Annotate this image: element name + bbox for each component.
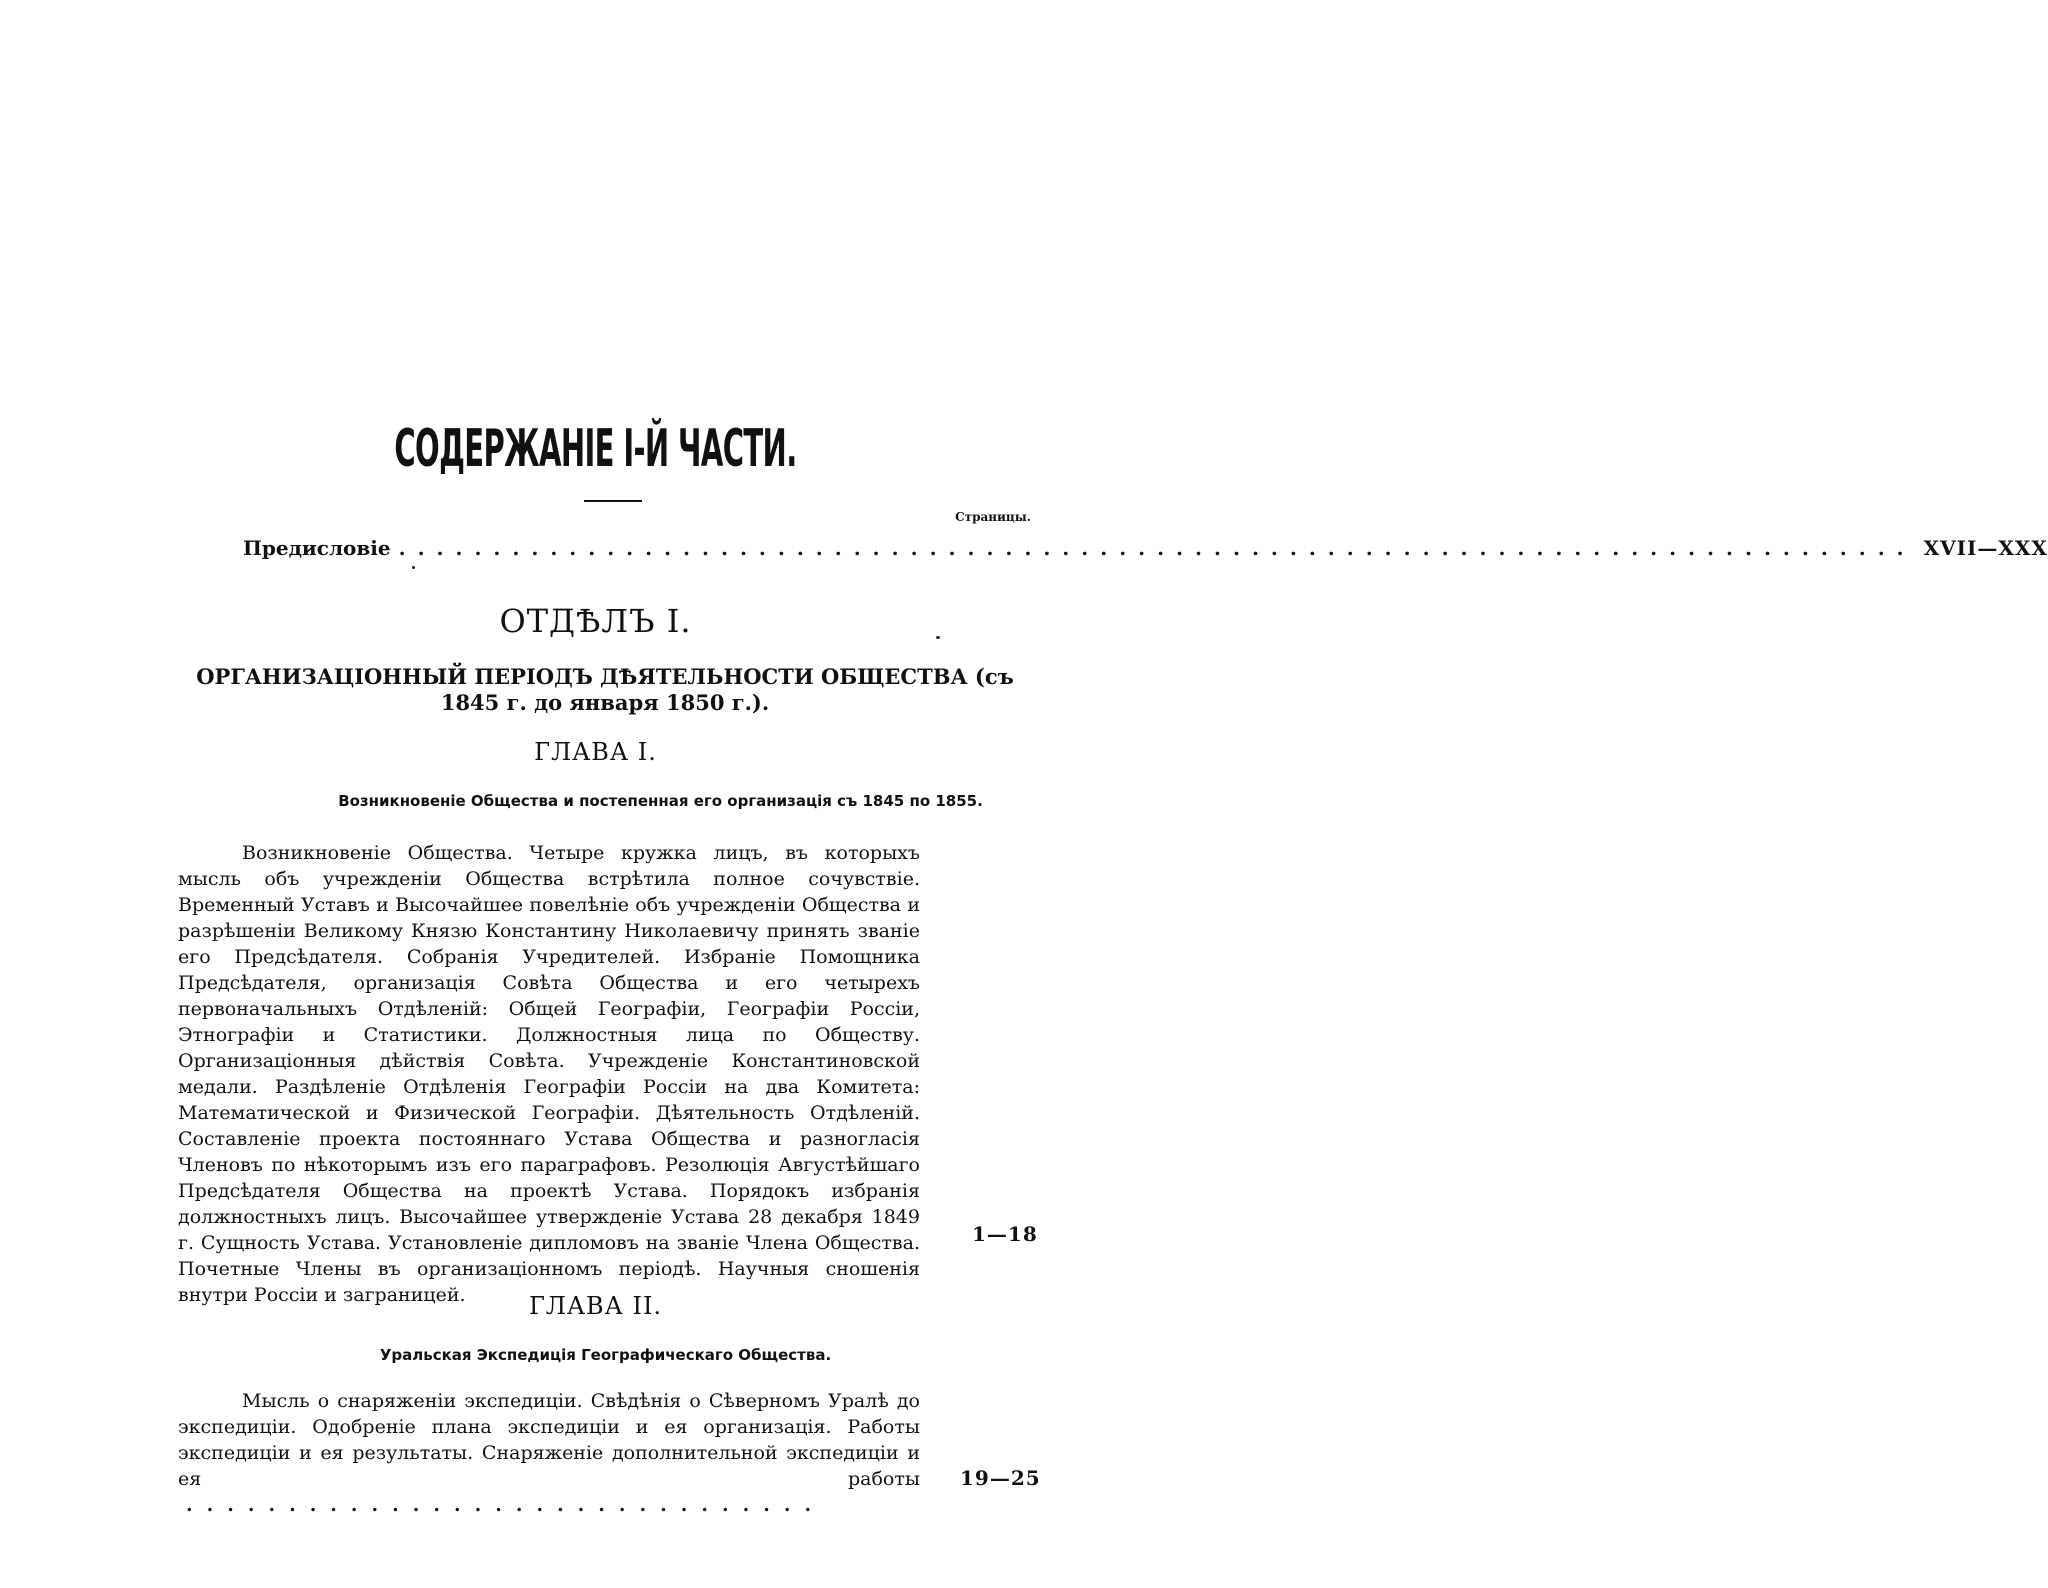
print-speck [412, 566, 415, 569]
chapter-2-summary-text: Мысль о снаряженіи экспедиціи. Свѣдѣнія о Сѣверномъ Уралѣ до экспедиціи. Одобреніе плана экспедиціи и ея организація. Работы экспедиціи и ея результаты. Снаряженіе дополнительной экспедиціи и ея работы [178, 1390, 920, 1490]
dot-leader: ............................... [186, 1494, 826, 1516]
chapter-1-pages[interactable]: 1—18 [972, 1222, 1038, 1246]
preface-label: Предисловіе [243, 536, 391, 560]
section-subtitle: ОРГАНИЗАЦІОННЫЙ ПЕРІОДЪ ДѢЯТЕЛЬНОСТИ ОБЩЕСТВА (съ 1845 г. до января 1850 г.). [196, 664, 1014, 715]
preface-pages: XVII—XXX [1923, 536, 2048, 560]
chapter-1-heading: ГЛАВА I. [534, 738, 657, 766]
chapter-2-pages[interactable]: 19—25 [960, 1466, 1041, 1490]
chapter-2-heading: ГЛАВА II. [528, 1292, 663, 1320]
title-divider [584, 500, 642, 502]
chapter-2-summary [178, 1388, 920, 1518]
chapter-2-subtitle: Уральская Экспедиція Географическаго Общества. [379, 1346, 832, 1364]
toc-entry-preface[interactable] [243, 536, 2048, 560]
page-title: СОДЕРЖАНІЕ І-Й ЧАСТИ. [394, 419, 797, 479]
dot-leader: ................................................................................ [398, 536, 1916, 560]
pages-column-label: Страницы. [955, 510, 1031, 524]
chapter-1-subtitle: Возникновеніе Общества и постепенная его организація съ 1845 по 1855. [338, 792, 983, 810]
section-heading: ОТДѢЛЪ I. [499, 602, 692, 640]
chapter-1-summary: Возникновеніе Общества. Четыре кружка лицъ, въ которыхъ мысль объ учрежденіи Общества встрѣтила полное сочувствіе. Временный Уставъ и Высочайшее повелѣніе объ учрежденіи Общества и разрѣшеніи Великому Князю Константину Николаевичу принять званіе его Предсѣдателя. Собранія Учредителей. Избраніе Помощника Предсѣдателя, организація Совѣта Общества и его четырехъ первоначальныхъ Отдѣленій: Общей Географіи, Географіи Россіи, Этнографіи и Статистики. Должностныя лица по Обществу. Организаціонныя дѣйствія Совѣта. Учрежденіе Константиновской медали. Раздѣленіе Отдѣленія Географіи Россіи на два Комитета: Математической и Физической Географіи. Дѣятельность Отдѣленій. Составленіе проекта постояннаго Устава Общества и разногласія Членовъ по нѣкоторымъ изъ его параграфовъ. Резолюція Августѣйшаго Предсѣдателя Общества на проектѣ Устава. Порядокъ избранія должностныхъ лицъ. Высочайшее утвержденіе Устава 28 декабря 1849 г. Сущность Устава. Установленіе дипломовъ на званіе Члена Общества. Почетные Члены въ организаціонномъ періодѣ. Научныя сношенія внутри Россіи и заграницей. [178, 842, 920, 1306]
